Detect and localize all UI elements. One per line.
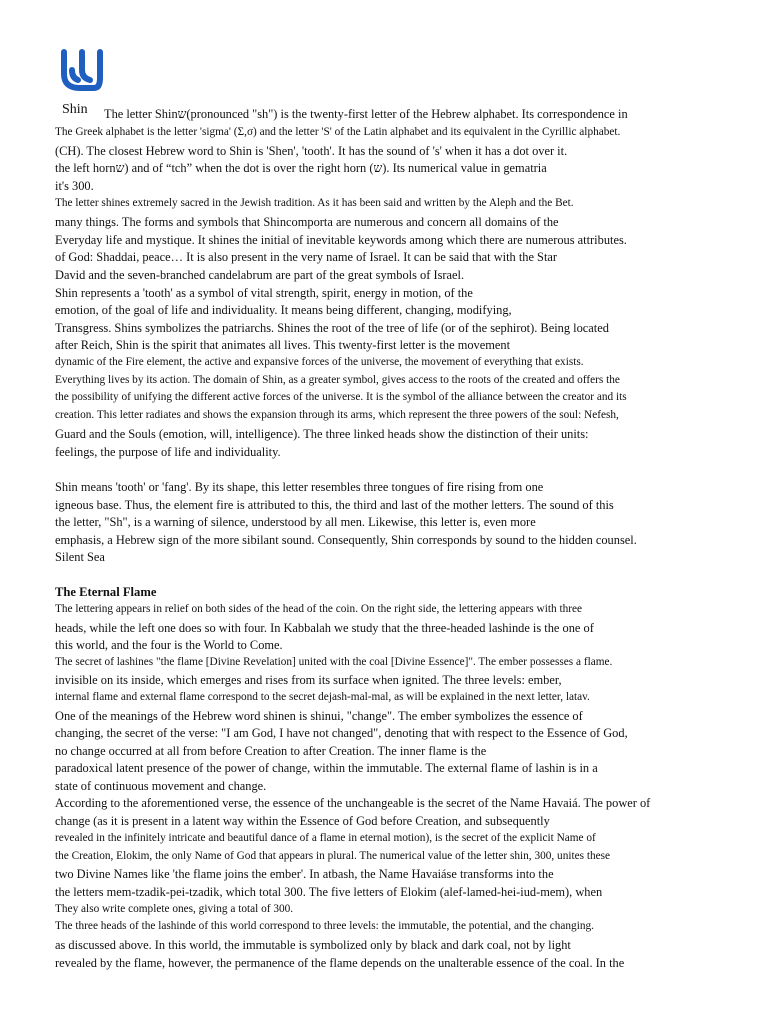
hebrew-letter-shin-logo bbox=[58, 44, 104, 94]
text-line-46: as discussed above. In this world, the immutable is symbolized only by black and dark coal, not by light bbox=[55, 938, 571, 952]
text-line-28: heads, while the left one does so with four. In Kabbalah we study that the three-headed lashinde is the one of bbox=[55, 621, 594, 635]
text-line-42: two Divine Names like 'the flame joins the ember'. In atbash, the Name Havaiáse transforms into the bbox=[55, 867, 554, 881]
text-line-4: the left hornש) and of “tch” when the dot is over the right horn (ש). Its numerical value in gematria bbox=[55, 161, 547, 175]
text-line-6: The letter shines extremely sacred in the Jewish tradition. As it has been said and written by the Aleph and the Bet. bbox=[55, 197, 574, 209]
text-line-43: the letters mem-tzadik-pei-tzadik, which total 300. The five letters of Elokim (alef-lamed-hei-iud-mem), when bbox=[55, 885, 603, 899]
text-line-34: changing, the secret of the verse: "I am God, I have not changed", denoting that with respect to the Essence of God, bbox=[55, 726, 628, 740]
text-line-18: creation. This letter radiates and shows the expansion through its arms, which represent the three powers of the soul: Nefesh, bbox=[55, 409, 619, 421]
text-line-24: emphasis, a Hebrew sign of the more sibilant sound. Consequently, Shin corresponds by sound to the hidden counsel. bbox=[55, 533, 637, 547]
text-line-22: igneous base. Thus, the element fire is attributed to this, the third and last of the mother letters. The sound of this bbox=[55, 498, 614, 512]
shin-label: Shin bbox=[62, 102, 88, 117]
text-line-25: Silent Sea bbox=[55, 550, 105, 564]
text-line-19: Guard and the Souls (emotion, will, intelligence). The three linked heads show the distinction of their units: bbox=[55, 427, 589, 441]
text-line-3: (CH). The closest Hebrew word to Shin is 'Shen', 'tooth'. It has the sound of 's' when it has a dot over it. bbox=[55, 144, 568, 158]
text-line-15: dynamic of the Fire element, the active and expansive forces of the universe, the movement of everything that exists. bbox=[55, 356, 584, 368]
text-line-41: the Creation, Elokim, the only Name of God that appears in plural. The numerical value of the letter shin, 300, unites these bbox=[55, 850, 611, 862]
text-line-40: revealed in the infinitely intricate and beautiful dance of a flame in eternal motion), is the secret of the explicit Name of bbox=[55, 832, 596, 844]
text-line-7: many things. The forms and symbols that Shincomporta are numerous and concern all domains of the bbox=[55, 215, 559, 229]
text-line-12: emotion, of the goal of life and individuality. It means being different, changing, modifying, bbox=[55, 303, 512, 317]
text-line-44: They also write complete ones, giving a total of 300. bbox=[55, 903, 294, 915]
text-line-27: The lettering appears in relief on both sides of the head of the coin. On the right side, the lettering appears with three bbox=[55, 603, 583, 615]
text-line-21: Shin means 'tooth' or 'fang'. By its shape, this letter resembles three tongues of fire rising from one bbox=[55, 480, 544, 494]
text-line-37: state of continuous movement and change. bbox=[55, 779, 267, 793]
text-line-8: Everyday life and mystique. It shines the initial of inevitable keywords among which there are numerous attributes. bbox=[55, 233, 627, 247]
text-line-11: Shin represents a 'tooth' as a symbol of vital strength, spirit, energy in motion, of the bbox=[55, 286, 473, 300]
text-line-38: According to the aforementioned verse, the essence of the unchangeable is the secret of the Name Havaiá. The power of bbox=[55, 796, 651, 810]
text-line-14: after Reich, Shin is the spirit that animates all lives. This twenty-first letter is the movement bbox=[55, 338, 511, 352]
text-line-20: feelings, the purpose of life and individuality. bbox=[55, 445, 281, 459]
text-line-5: it's 300. bbox=[55, 179, 94, 193]
text-line-10: David and the seven-branched candelabrum are part of the great symbols of Israel. bbox=[55, 268, 465, 282]
text-line-39: change (as it is present in a latent way within the Essence of God before Creation, and subsequently bbox=[55, 814, 550, 828]
text-line-35: no change occurred at all from before Creation to after Creation. The inner flame is the bbox=[55, 744, 487, 758]
text-line-36: paradoxical latent presence of the power of change, within the immutable. The external flame of lashin is in a bbox=[55, 761, 598, 775]
text-line-17: the possibility of unifying the different active forces of the universe. It is the symbol of the alliance between the creator and its bbox=[55, 391, 627, 403]
text-line-33: One of the meanings of the Hebrew word shinen is shinui, "change". The ember symbolizes the essence of bbox=[55, 709, 583, 723]
text-line-32: internal flame and external flame correspond to the secret dejash-mal-mal, as will be explained in the next letter, latav. bbox=[55, 691, 590, 703]
text-line-16: Everything lives by its action. The domain of Shin, as a greater symbol, gives access to the roots of the created and offers the bbox=[55, 374, 620, 386]
text-line-2: The Greek alphabet is the letter 'sigma' (Σ,σ) and the letter 'S' of the Latin alphabet and its equivalent in the Cyrillic alphabet. bbox=[55, 126, 621, 138]
text-line-1: The letter Shinש(pronounced "sh") is the twenty-first letter of the Hebrew alphabet. Its correspondence in bbox=[104, 107, 628, 121]
text-line-47: revealed by the flame, however, the permanence of the flame depends on the unalterable essence of the coal. In the bbox=[55, 956, 625, 970]
text-line-13: Transgress. Shins symbolizes the patriarchs. Shines the root of the tree of life (or of the sephirot). Being located bbox=[55, 321, 609, 335]
text-line-45: The three heads of the lashinde of this world correspond to three levels: the immutable, the potential, and the changing. bbox=[55, 920, 594, 932]
section-heading: The Eternal Flame bbox=[55, 585, 157, 599]
text-line-30: The secret of lashines "the flame [Divine Revelation] united with the coal [Divine Essence]". The ember possesses a flame. bbox=[55, 656, 613, 668]
text-line-29: this world, and the four is the World to Come. bbox=[55, 638, 283, 652]
text-line-23: the letter, "Sh", is a warning of silence, understood by all men. Likewise, this letter is, even more bbox=[55, 515, 536, 529]
text-line-31: invisible on its inside, which emerges and rises from its surface when ignited. The three levels: ember, bbox=[55, 673, 562, 687]
text-line-9: of God: Shaddai, peace… It is also present in the very name of Israel. It can be said that with the Star bbox=[55, 250, 558, 264]
